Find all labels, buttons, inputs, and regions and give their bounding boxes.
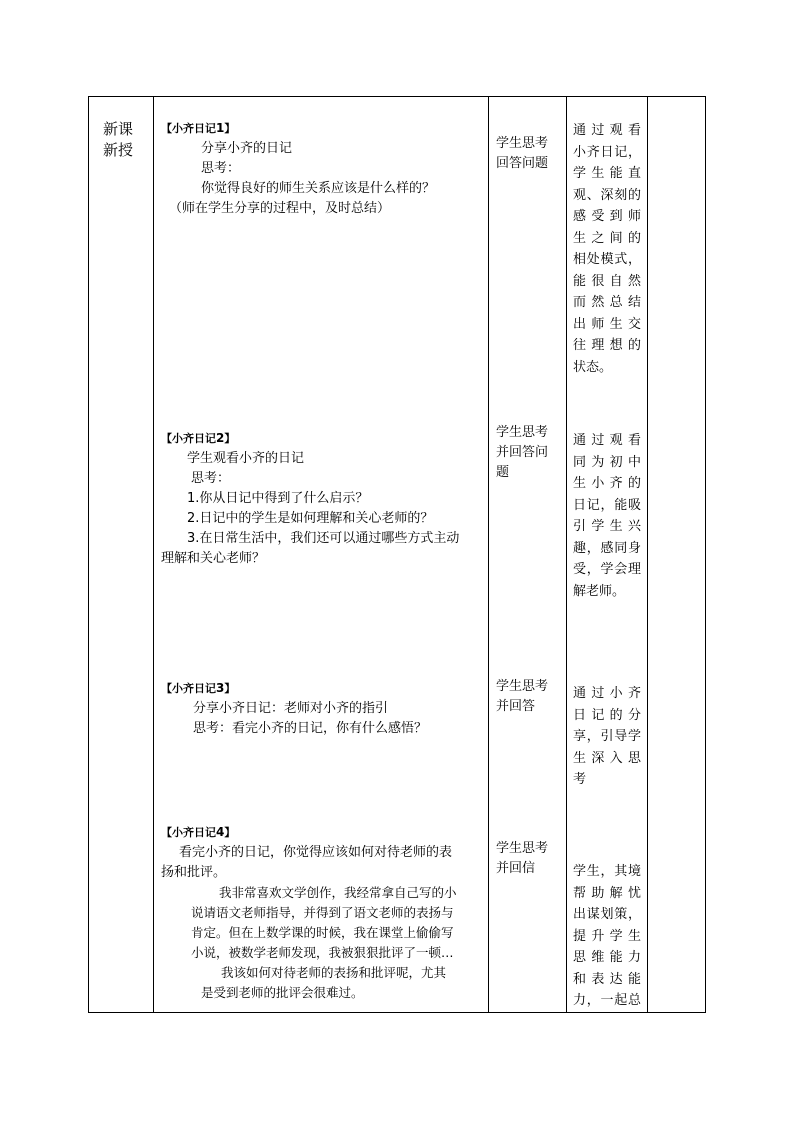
section-title: 【小齐日记1】: [161, 121, 236, 135]
design-purpose-2: 通过观看 同为初中 生小齐的 日记，能吸 引学生兴 趣，感同身 受，学会理 解老师。: [573, 433, 641, 599]
diary-section-2: 【小齐日记2】 学生观看小齐的日记 思考： 1.你从日记中得到了什么启示？ 2.日记中的学生是如何理解和关心老师的？ 3.在日常生活中，我们还可以通过哪些方式主动 理解和关心老师？: [161, 428, 459, 569]
student-activity-4: 学生思考 并回信: [496, 841, 549, 876]
student-activity-2: 学生思考 并回答问 题: [496, 425, 549, 480]
column-divider: [153, 97, 154, 1012]
column-divider: [566, 97, 567, 1012]
design-purpose-3: 通过小齐 日记的分 享，引导学 生深入思 考: [573, 686, 641, 787]
diary-section-1: 【小齐日记1】 分享小齐的日记 思考： 你觉得良好的师生关系应该是什么样的？ （师在学生分享的过程中，及时总结）: [161, 118, 435, 219]
section-title: 【小齐日记4】: [161, 825, 236, 839]
student-activity-1: 学生思考 回答问题: [496, 136, 549, 171]
student-activity-3: 学生思考 并回答: [496, 679, 549, 714]
design-purpose-4: 学生，其境 帮助解忧 出谋划策， 提升学生 思维能力 和表达能 力，一起总: [573, 864, 641, 1008]
stage-label: 新课 新授: [103, 120, 134, 159]
lesson-plan-table: [88, 96, 706, 1013]
section-title: 【小齐日记3】: [161, 681, 236, 695]
section-title: 【小齐日记2】: [161, 431, 236, 445]
column-divider: [488, 97, 489, 1012]
diary-section-3: 【小齐日记3】 分享小齐日记：老师对小齐的指引 思考：看完小齐的日记，你有什么感悟？: [161, 678, 427, 739]
column-divider: [647, 97, 648, 1012]
design-purpose-1: 通过观看 小齐日记， 学生能直 观、深刻的 感受到师 生之间的 相处模式， 能很自然 而然总结 出师生交 往理想的 状态。: [573, 123, 641, 375]
diary-section-4: 【小齐日记4】 看完小齐的日记，你觉得应该如何对待老师的表 扬和批评。 我非常喜欢文学创作，我经常拿自己写的小 说请语文老师指导，并得到了语文老师的表扬与 肯定。但在上数学课的时候，我在课堂上偷偷写 小说，被数学老师发现，我被狠狠批评了一顿… 我该如何对待老师的表扬和批评呢，尤其 是受到老师的批评会很难过。: [161, 822, 457, 1003]
